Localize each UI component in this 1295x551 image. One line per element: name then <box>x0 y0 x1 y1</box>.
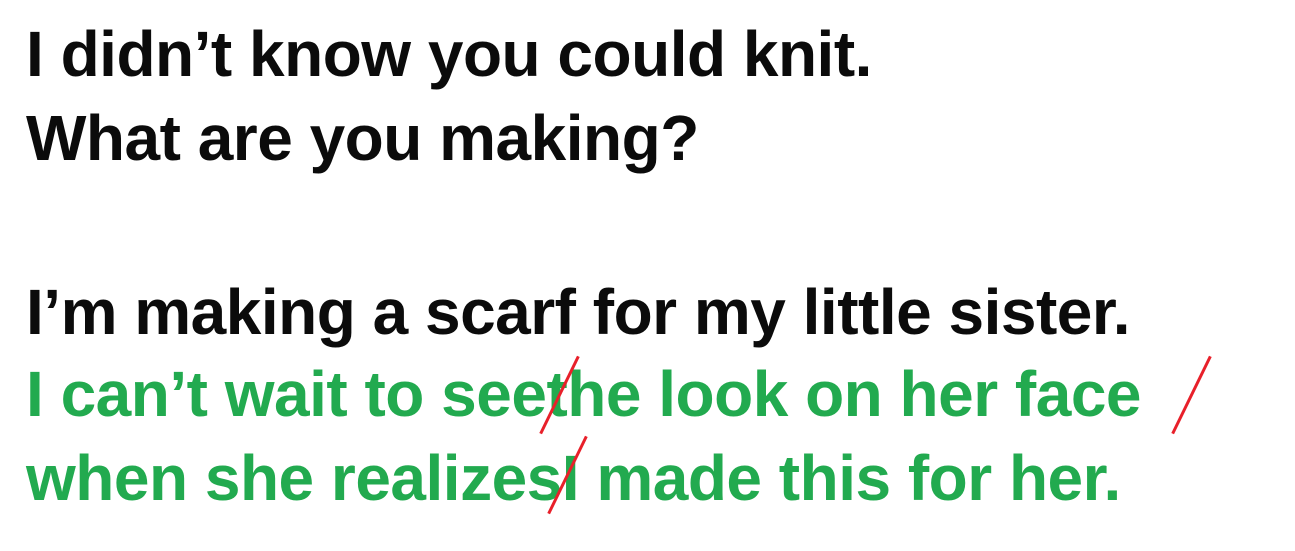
dialogue-line-knit: I didn’t know you could knit. <box>26 18 872 90</box>
chunk-she-realizes: when she realizes <box>26 442 562 514</box>
highlighted-line-2 <box>26 442 1121 514</box>
dialogue-line-scarf: I’m making a scarf for my little sister. <box>26 276 1130 348</box>
chunk-wait-to-see: I can’t wait to see <box>26 358 547 430</box>
chunk-look-on-face: the look on her face <box>546 358 1141 430</box>
chunk-made-for-her: I made this for her. <box>561 442 1121 514</box>
chunk-slash-mark <box>1171 356 1211 435</box>
dialogue-line-question: What are you making? <box>26 102 699 174</box>
highlighted-line-1 <box>26 358 1141 430</box>
